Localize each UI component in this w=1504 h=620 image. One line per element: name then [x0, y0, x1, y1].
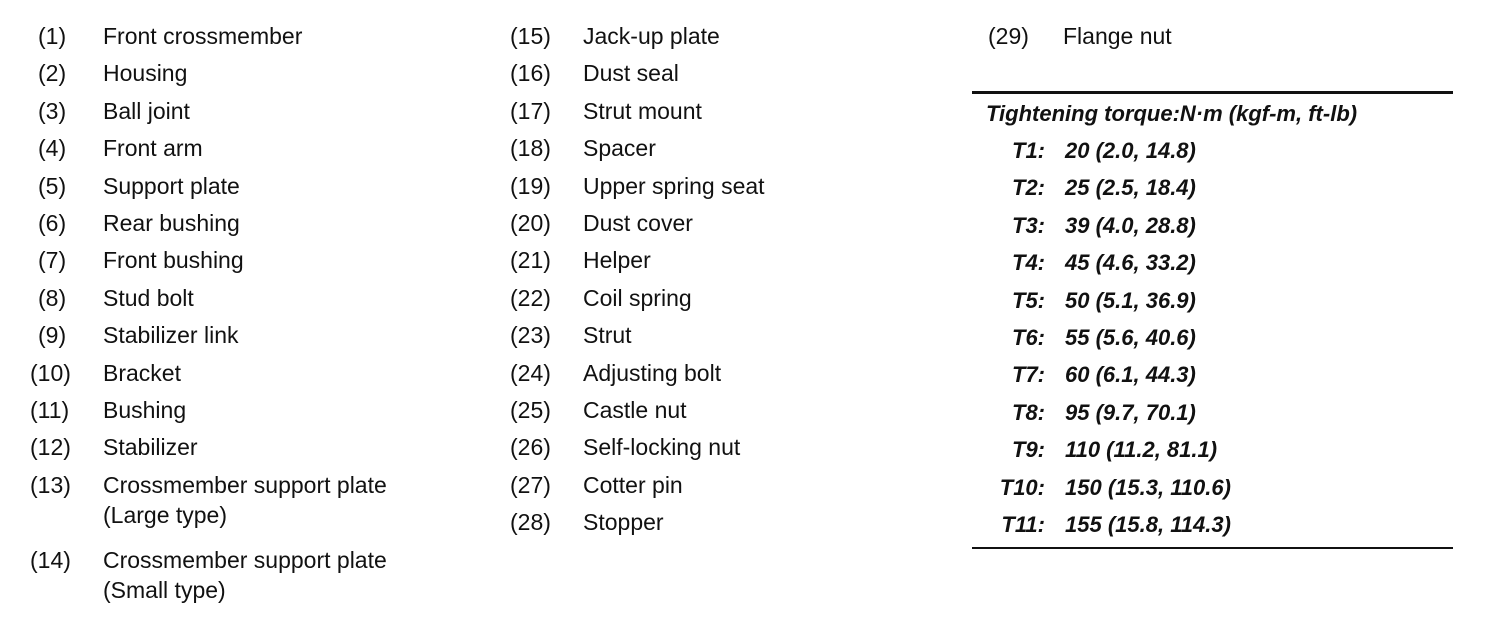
part-number: (21): [510, 247, 551, 274]
torque-row: [972, 244, 1453, 281]
torque-label: T9:: [1012, 437, 1045, 463]
part-row: [510, 58, 930, 88]
torque-value: 95 (9.7, 70.1): [1065, 399, 1196, 425]
part-number: (15): [510, 23, 551, 49]
part-row: [30, 208, 470, 238]
torque-row: [972, 356, 1453, 393]
part-number: (13): [30, 471, 71, 498]
torque-row: [972, 169, 1453, 206]
torque-value: 45 (4.6, 33.2): [1065, 250, 1196, 276]
part-row: [30, 283, 470, 313]
part-number: (14): [30, 546, 71, 573]
torque-label: T7:: [1012, 362, 1045, 388]
part-number: (10): [30, 359, 71, 386]
part-row: [30, 245, 470, 275]
part-number: (24): [510, 359, 551, 386]
part-row: [988, 21, 1288, 51]
torque-value: 50 (5.1, 36.9): [1065, 287, 1196, 313]
part-row: [510, 208, 930, 238]
part-row: [30, 96, 470, 126]
part-row: [30, 545, 470, 605]
torque-row: [972, 282, 1453, 319]
part-name: Upper spring seat: [583, 172, 765, 199]
torque-row: [972, 431, 1453, 468]
parts-list-column-1: [30, 21, 470, 620]
part-name: Support plate: [103, 172, 240, 199]
part-number: (5): [38, 172, 67, 199]
part-name: Crossmember support plate (Large type): [103, 471, 387, 528]
part-number: (17): [510, 97, 551, 124]
part-number: (4): [38, 135, 67, 162]
torque-label: T4:: [1012, 250, 1045, 276]
part-name: Jack-up plate: [583, 23, 720, 49]
part-name: Adjusting bolt: [583, 359, 722, 386]
part-number: (8): [38, 284, 67, 311]
part-name: Bracket: [103, 359, 181, 386]
part-number: (6): [38, 209, 67, 236]
torque-row: [972, 132, 1453, 169]
part-row: [510, 133, 930, 163]
part-name: Castle nut: [583, 396, 687, 423]
part-number: (20): [510, 209, 551, 236]
part-number: (9): [38, 322, 67, 349]
part-row: [510, 507, 930, 537]
part-row: [30, 58, 470, 88]
torque-table: [972, 91, 1453, 549]
parts-list-column-3: [988, 21, 1288, 58]
torque-value: 155 (15.8, 114.3): [1065, 511, 1231, 537]
torque-label: T3:: [1012, 212, 1045, 238]
torque-row: [972, 394, 1453, 431]
part-name: Front bushing: [103, 247, 244, 274]
torque-value: 55 (5.6, 40.6): [1065, 324, 1196, 350]
torque-value: 20 (2.0, 14.8): [1065, 138, 1196, 163]
part-row: [510, 395, 930, 425]
part-row: [510, 358, 930, 388]
part-number: (22): [510, 284, 551, 311]
part-number: (7): [38, 247, 67, 274]
part-name: Cotter pin: [583, 471, 683, 498]
torque-label: T6:: [1012, 324, 1045, 350]
part-row: [510, 245, 930, 275]
torque-label: T8:: [1012, 399, 1045, 425]
part-name: Rear bushing: [103, 209, 240, 236]
part-name: Housing: [103, 60, 188, 87]
torque-value: 110 (11.2, 81.1): [1065, 437, 1218, 463]
torque-label: T5:: [1012, 287, 1045, 313]
torque-table-title: Tightening torque:N·m (kgf-m, ft-lb): [986, 101, 1358, 126]
part-name: Helper: [583, 247, 651, 274]
part-number: (12): [30, 434, 71, 461]
part-name: Dust cover: [583, 209, 693, 236]
part-name: Coil spring: [583, 284, 692, 311]
part-number: (18): [510, 135, 551, 162]
torque-label: T11:: [1001, 511, 1045, 537]
torque-value: 39 (4.0, 28.8): [1065, 212, 1196, 238]
part-number: (2): [38, 60, 67, 87]
part-name: Front arm: [103, 135, 203, 162]
part-row: [30, 358, 470, 388]
part-name: Strut mount: [583, 97, 702, 124]
part-name: Flange nut: [1063, 23, 1172, 49]
part-row: [510, 283, 930, 313]
part-row: [30, 133, 470, 163]
part-row: [510, 320, 930, 350]
part-row: [30, 470, 470, 530]
part-number: (29): [988, 23, 1029, 49]
torque-row: [972, 319, 1453, 356]
part-number: (25): [510, 396, 551, 423]
part-name: Strut: [583, 322, 632, 349]
part-name: Crossmember support plate (Small type): [103, 546, 387, 603]
part-number: (3): [38, 97, 67, 124]
torque-value: 25 (2.5, 18.4): [1065, 175, 1196, 201]
part-number: (19): [510, 172, 551, 199]
part-row: [30, 171, 470, 201]
part-number: (11): [30, 396, 70, 423]
parts-list-column-2: [510, 21, 930, 544]
part-number: (27): [510, 471, 551, 498]
part-number: (28): [510, 509, 551, 536]
torque-value: 150 (15.3, 110.6): [1065, 474, 1231, 500]
part-name: Self-locking nut: [583, 434, 741, 461]
part-row: [30, 21, 470, 51]
torque-label: T1:: [1012, 138, 1045, 163]
part-name: Front crossmember: [103, 23, 303, 49]
torque-label: T2:: [1012, 175, 1045, 201]
part-number: (26): [510, 434, 551, 461]
part-row: [510, 470, 930, 500]
torque-row: [972, 469, 1453, 506]
part-name: Bushing: [103, 396, 187, 423]
part-name: Dust seal: [583, 60, 679, 87]
part-name: Stud bolt: [103, 284, 194, 311]
part-row: [510, 96, 930, 126]
part-row: [30, 320, 470, 350]
part-row: [30, 395, 470, 425]
part-name: Stopper: [583, 509, 664, 536]
part-row: [510, 21, 930, 51]
part-row: [510, 171, 930, 201]
torque-row: [972, 506, 1453, 543]
part-number: (1): [38, 23, 67, 49]
part-name: Stabilizer link: [103, 322, 239, 349]
torque-row: [972, 207, 1453, 244]
part-number: (16): [510, 60, 551, 87]
part-row: [510, 432, 930, 462]
part-row: [30, 432, 470, 462]
part-name: Stabilizer: [103, 434, 198, 461]
part-name: Spacer: [583, 135, 656, 162]
torque-label: T10:: [999, 474, 1045, 500]
torque-value: 60 (6.1, 44.3): [1065, 362, 1196, 388]
part-number: (23): [510, 322, 551, 349]
part-name: Ball joint: [103, 97, 190, 124]
